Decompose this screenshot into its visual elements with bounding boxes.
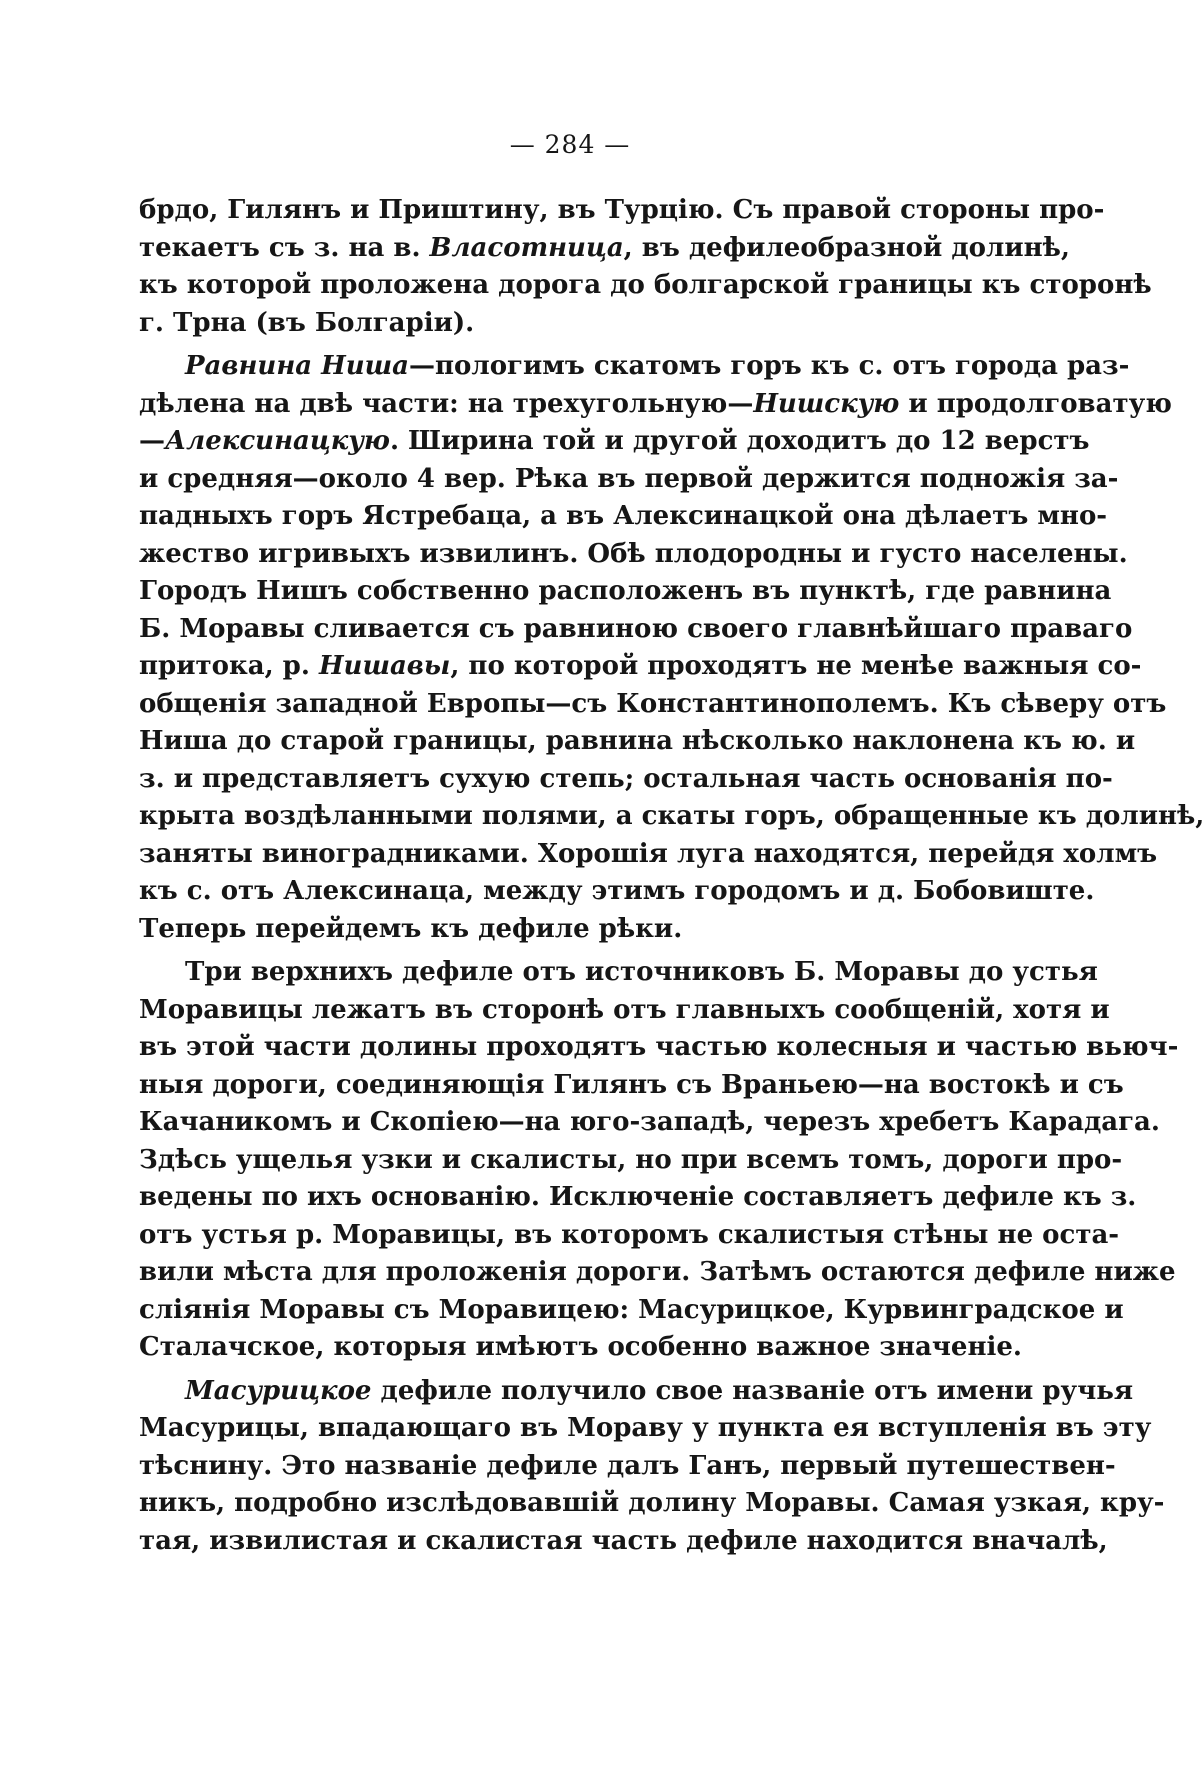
text-run: дефиле получило свое названіе отъ имени ручья [371,1375,1134,1406]
text-run: Сталачское, которыя имѣютъ особенно важное значеніе. [139,1332,1022,1362]
text-run: дѣлена на двѣ части: на трехугольную— [139,388,754,419]
text-run: и продолговатую [899,388,1172,419]
text-line [139,873,1095,911]
text-line [139,954,1098,992]
text-run: заняты виноградниками. Хорошія луга находятся, перейдя холмъ [139,838,1158,869]
text-line [139,723,1136,761]
text-run: Масурицы, впадающаго въ Мораву у пункта ея вступленія въ эту [139,1413,1152,1443]
text-run: г. Трна (въ Болгаріи). [139,307,475,338]
text-run: крыта воздѣланными полями, а скаты горъ, обращенные къ долинѣ, [139,801,1204,831]
text-line [139,1410,1152,1448]
text-run: . Ширина той и другой доходитъ до 12 верстъ [389,426,1090,456]
text-run: падныхъ горъ Ястребаца, а въ Алексинацкой она дѣлаетъ мно- [139,501,1108,531]
text-line [139,1523,1108,1561]
text-line [139,1254,1176,1292]
text-run: — [139,426,165,456]
text-line [139,423,1090,461]
text-line [139,1373,1134,1411]
text-line [139,1179,1137,1217]
text-line [139,798,1204,836]
text-run: Ниша до старой границы, равнина нѣсколько наклонена къ ю. и [139,726,1136,756]
text-run: притока, р. [139,651,319,681]
italic-term: Масурицкое [185,1375,372,1406]
text-line [139,348,1130,386]
text-run: —пологимъ скатомъ горъ къ с. отъ города раз- [409,351,1130,381]
text-run: ныя дороги, соединяющія Гилянъ съ Враньею—на востокѣ и съ [139,1069,1124,1100]
text-run: тѣснину. Это названіе дефиле далъ Ганъ, первый путешествен- [139,1450,1116,1481]
text-run: никъ, подробно изслѣдовавшій долину Моравы. Самая узкая, кру- [139,1488,1165,1518]
text-line [139,1292,1124,1330]
text-run: отъ устья р. Моравицы, въ которомъ скалистыя стѣны не оста- [139,1219,1120,1250]
text-line [139,1029,1179,1067]
text-line [139,992,1110,1030]
text-line [139,498,1108,536]
text-line [139,386,1172,424]
text-line [139,761,1113,799]
text-run: Три верхнихъ дефиле отъ источниковъ Б. Моравы до устья [185,957,1098,987]
paragraph [139,954,1179,1367]
text-line [139,1104,1160,1142]
text-line [139,1217,1120,1255]
paragraph [139,192,1152,342]
text-run: , по которой проходятъ не менѣе важныя со- [450,651,1142,681]
text-run: з. и представляетъ сухую степь; остальная часть основанія по- [139,763,1113,794]
text-line [139,1448,1116,1486]
text-run: Здѣсь ущелья узки и скалисты, но при всемъ томъ, дороги про- [139,1144,1123,1175]
paragraph [139,1373,1165,1561]
text-line [139,686,1167,724]
text-line [139,1067,1124,1105]
text-run: въ этой части долины проходятъ частью колесныя и частью вьюч- [139,1032,1179,1062]
text-run: Качаникомъ и Скопіею—на юго-западѣ, черезъ хребетъ Карадага. [139,1107,1160,1137]
text-line [139,1485,1165,1523]
italic-term: Власотница [429,232,624,263]
text-line [139,305,1063,343]
text-line [139,1329,1063,1367]
text-line [139,611,1133,649]
body-text [139,192,1204,1560]
text-run: тая, извилистая и скалистая часть дефиле находится вначалѣ, [139,1525,1108,1556]
italic-term: Нишавы [318,651,451,681]
text-run: Б. Моравы сливается съ равниною своего главнѣйшаго праваго [139,613,1133,644]
text-run: ведены по ихъ основанію. Исключеніе составляетъ дефиле къ з. [139,1182,1137,1212]
text-run: , въ дефилеобразной долинѣ, [623,232,1070,263]
text-run: Городъ Нишъ собственно расположенъ въ пунктѣ, где равнина [139,576,1112,606]
text-line [139,230,1070,268]
italic-term: Нишскую [753,388,900,419]
text-run: къ с. отъ Алексинаца, между этимъ городомъ и д. Бобовиште. [139,876,1095,906]
text-line [139,573,1112,611]
text-run: жество игривыхъ извилинъ. Обѣ плодородны и густо населены. [139,538,1128,569]
text-run: вили мѣста для проложенія дороги. Затѣмъ остаются дефиле ниже [139,1257,1176,1287]
italic-term: Алексинацкую [165,426,390,456]
text-line [139,536,1128,574]
italic-term: Равнина Ниша [185,351,410,381]
text-run: сліянія Моравы съ Моравицею: Масурицкое, Курвинградское и [139,1294,1124,1325]
text-run: текаетъ съ з. на в. [139,232,430,263]
text-line [139,836,1158,874]
text-run: Моравицы лежатъ въ сторонѣ отъ главныхъ сообщеній, хотя и [139,994,1110,1025]
text-run: брдо, Гилянъ и Приштину, въ Турцію. Съ правой стороны про- [139,195,1105,225]
text-line [139,192,1105,230]
text-line [139,461,1119,499]
text-run: общенія западной Европы—съ Константинополемъ. Къ сѣверу отъ [139,688,1167,719]
text-run: и средняя—около 4 вер. Рѣка въ первой держится подножія за- [139,463,1119,494]
text-line [139,648,1142,686]
paragraph [139,348,1204,948]
text-line [139,911,1063,949]
text-line [139,267,1152,305]
text-line [139,1142,1123,1180]
text-run: къ которой проложена дорога до болгарской границы къ сторонѣ [139,270,1152,300]
page-number: — 284 — [509,130,631,159]
text-run: Теперь перейдемъ къ дефиле рѣки. [139,913,683,944]
